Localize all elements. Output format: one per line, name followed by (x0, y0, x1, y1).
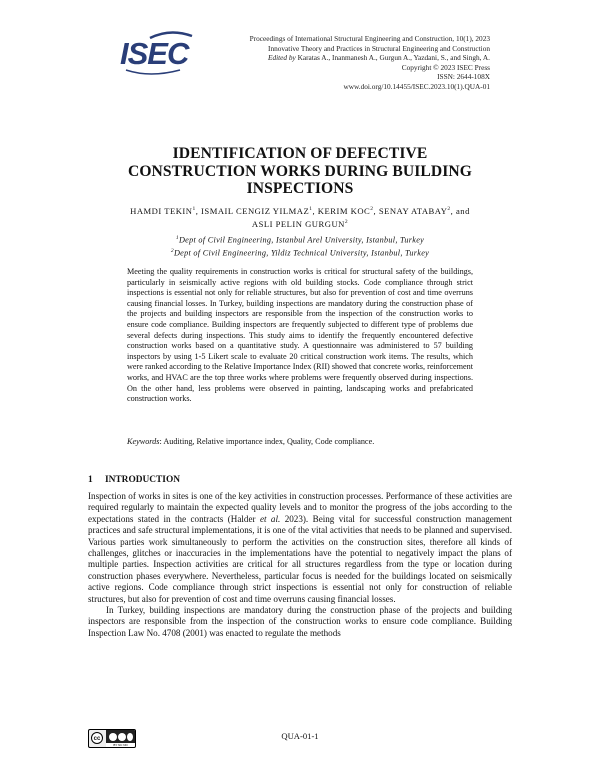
paragraph-1: Inspection of works in sites is one of the key activities in construction processes. Performance of these activities are required regularly to maintain the expected quality levels and to monitor the progress of the jobs according to the expectations stated in the contracts (Halder et al. 2023). Being vital for successful construction management practices and safe structural implementations, it is one of the vital activities that needs to be planned and supervised. Various parties work simultaneously to perform the activities on the construction sites, therefore all kinds of challenges, glitches or inaccuracies in the implementations have the potential to negatively impact the plans of multiple parties. Inspection activities are critical for all structures regardless from the type or location during construction phases everywhere. Nevertheless, particular focus is needed for the buildings located on seismically active regions. Code compliance through strict inspections is essential not only for construction of reliable structures, but also for prevention of cost and time overruns causing financial losses. (88, 491, 512, 604)
page-id: QUA-01-1 (281, 731, 319, 741)
header-editors (250, 53, 490, 63)
author-2: ISMAIL CENGIZ YILMAZ (201, 205, 310, 216)
cc-icon: cc (91, 732, 103, 744)
journal-header (250, 34, 490, 92)
paper-title (0, 145, 600, 198)
keywords-text: : Auditing, Relative importance index, Quality, Code compliance. (159, 437, 375, 446)
header-doi[interactable]: www.doi.org/10.14455/ISEC.2023.10(1).QUA-01 (343, 81, 490, 91)
affiliation-1: $^1$Dept of Civil Engineering, Istanbul Arel University, Istanbul, Turkey (175, 235, 425, 245)
header-volume-title: Innovative Theory and Practices in Structural Engineering and Construction (268, 43, 490, 53)
section-title: INTRODUCTION (105, 475, 181, 485)
header-copyright: Copyright © 2023 ISEC Press (401, 62, 490, 72)
author-3: KERIM KOC (317, 205, 371, 216)
title-line-3: INSPECTIONS (246, 180, 354, 197)
edited-by-label: Edited by (268, 53, 296, 63)
header-proceedings: Proceedings of International Structural Engineering and Construction, 10(1), 2023 (249, 34, 490, 43)
author-list: HAMDI TEKIN$^1$, ISMAIL CENGIZ YILMAZ$^1$, KERIM KOC$^2$, SENAY ATABAY$^2$, and ASLI PELIN GURGUN$^2$ (130, 205, 470, 229)
isec-logo (120, 30, 202, 78)
cc-strip-text: BY NC ND (106, 743, 135, 747)
keywords-label: Keywords (127, 437, 160, 446)
keywords (127, 437, 473, 448)
section-number: 1 (88, 475, 93, 485)
abstract: Meeting the quality requirements in construction works is critical for structural safety of the buildings, particularly in seismically active regions with old building stocks. Code compliance through strict inspections is essential not only for reliable structures, but also for prevention of cost and time overruns causing financial losses. In Turkey, building inspections are mandatory during the construction phase of the projects and building inspectors are responsible from the inspection of the construction works to ensure code compliance. Building inspectors are frequently subjected to different type of problems due several defects during inspections. This study aims to identify the frequently encountered defective construction works based on a quantitative study. A questionnaire was administered to 57 building inspectors by using 1-5 Likert scale to evaluate 20 critical construction work items. The results, which were ranked according to the Relative Importance Index (RII) showed that concrete works, reinforcement works, and HVAC are the top three works where problems were frequently observed during inspections. On the other hand, less problems were observed in painting, landscaping works and prefabricated construction works. (127, 267, 474, 404)
et-al: et al. (259, 513, 281, 524)
body-text (88, 491, 512, 639)
author-5: ASLI PELIN GURGUN (251, 218, 345, 229)
logo-text: ISEC (120, 36, 189, 71)
paragraph-2: In Turkey, building inspections are mandatory during the construction phase of the projects and building inspectors are responsible from the inspection of the construction works to ensure code compliance. Building Inspection Law No. 4708 (2001) was enacted to regulate the methods (88, 605, 512, 638)
editor-names: Karatas A., Inanmanesh A., Gurgun A., Yazdani, S., and Singh, A. (295, 53, 490, 63)
author-1: HAMDI TEKIN (130, 205, 193, 216)
section-heading (88, 475, 180, 485)
header-issn: ISSN: 2644-108X (437, 72, 490, 82)
title-line-2: CONSTRUCTION WORKS DURING BUILDING (127, 162, 473, 180)
title-line-1: IDENTIFICATION OF DEFECTIVE (172, 145, 428, 162)
affiliations (0, 233, 600, 259)
author-4: SENAY ATABAY (378, 205, 448, 216)
affiliation-2: $^2$Dept of Civil Engineering, Yildiz Technical University, Istanbul, Turkey (170, 248, 430, 258)
